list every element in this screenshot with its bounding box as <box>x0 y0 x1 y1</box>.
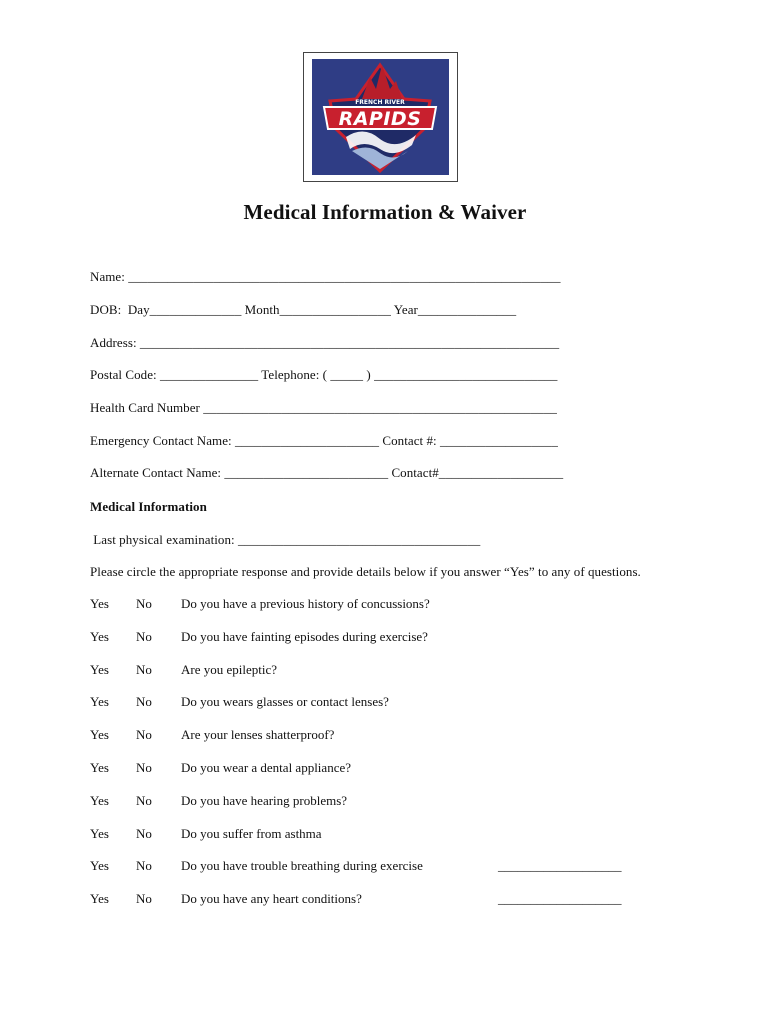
no-option[interactable]: No <box>136 760 152 775</box>
no-option[interactable]: No <box>136 891 152 907</box>
yes-option[interactable]: Yes <box>90 628 109 644</box>
team-logo <box>312 59 449 175</box>
no-option[interactable]: No <box>136 727 152 743</box>
instructions-text: Please circle the appropriate response and provide details below if you answer “Yes” to any of questions. <box>90 564 641 579</box>
yes-option[interactable]: Yes <box>90 596 109 611</box>
no-option[interactable]: No <box>136 628 152 644</box>
no-option[interactable]: No <box>136 661 152 677</box>
health-card-field[interactable]: Health Card Number ______________________________________________________ <box>90 400 557 415</box>
no-option[interactable]: No <box>136 694 152 710</box>
address-field[interactable]: Address: ________________________________________________________________ <box>90 335 560 350</box>
question-row <box>90 793 690 811</box>
name-field[interactable]: Name: __________________________________________________________________ <box>90 269 561 284</box>
no-option[interactable]: No <box>136 792 152 808</box>
yes-option[interactable]: Yes <box>90 694 109 710</box>
question-row <box>90 694 690 712</box>
question-row <box>90 727 690 745</box>
postal-telephone-field[interactable]: Postal Code: _______________ Telephone: ( _____ ) ____________________________ <box>90 367 558 382</box>
question-text: Are your lenses shatterproof? <box>181 727 335 743</box>
page-title: Medical Information & Waiver <box>243 200 527 224</box>
question-text: Do you wears glasses or contact lenses? <box>181 694 389 710</box>
logo-subtext: FRENCH RIVER <box>355 99 405 106</box>
rapids-logo-graphic <box>312 59 449 175</box>
question-text: Are you epileptic? <box>181 661 278 677</box>
question-row <box>90 662 690 680</box>
question-text: Do you have a previous history of concussions? <box>181 596 430 611</box>
question-text: Do you have hearing problems? <box>181 792 348 808</box>
yes-option[interactable]: Yes <box>90 760 109 775</box>
question-text: Do you have trouble breathing during exercise <box>181 858 423 874</box>
yes-option[interactable]: Yes <box>90 727 109 743</box>
yes-option[interactable]: Yes <box>90 891 109 907</box>
team-logo-frame <box>303 52 458 182</box>
question-row <box>90 629 690 647</box>
medical-info-heading: Medical Information <box>90 499 207 514</box>
question-row <box>90 826 690 844</box>
emergency-contact-field[interactable]: Emergency Contact Name: ______________________ Contact #: __________________ <box>90 433 558 448</box>
yes-option[interactable]: Yes <box>90 825 109 841</box>
yes-option[interactable]: Yes <box>90 661 109 677</box>
details-blank[interactable]: ___________________ <box>498 858 622 874</box>
question-row <box>90 858 690 876</box>
no-option[interactable]: No <box>136 858 152 874</box>
no-option[interactable]: No <box>136 825 152 841</box>
question-row <box>90 760 690 778</box>
question-row <box>90 596 690 614</box>
question-text: Do you wear a dental appliance? <box>181 760 352 775</box>
dob-field[interactable]: DOB: Day______________ Month_________________ Year_______________ <box>90 302 517 317</box>
alternate-contact-field[interactable]: Alternate Contact Name: _________________________ Contact#___________________ <box>90 465 564 480</box>
question-text: Do you have any heart conditions? <box>181 891 362 907</box>
question-text: Do you suffer from asthma <box>181 825 322 841</box>
last-physical-field[interactable]: Last physical examination: _____________________________________ <box>90 532 481 547</box>
question-text: Do you have fainting episodes during exercise? <box>181 628 428 644</box>
logo-text: RAPIDS <box>338 108 422 130</box>
question-row <box>90 891 690 909</box>
yes-option[interactable]: Yes <box>90 792 109 808</box>
yes-option[interactable]: Yes <box>90 858 109 874</box>
no-option[interactable]: No <box>136 596 152 611</box>
details-blank[interactable]: ___________________ <box>498 891 622 907</box>
